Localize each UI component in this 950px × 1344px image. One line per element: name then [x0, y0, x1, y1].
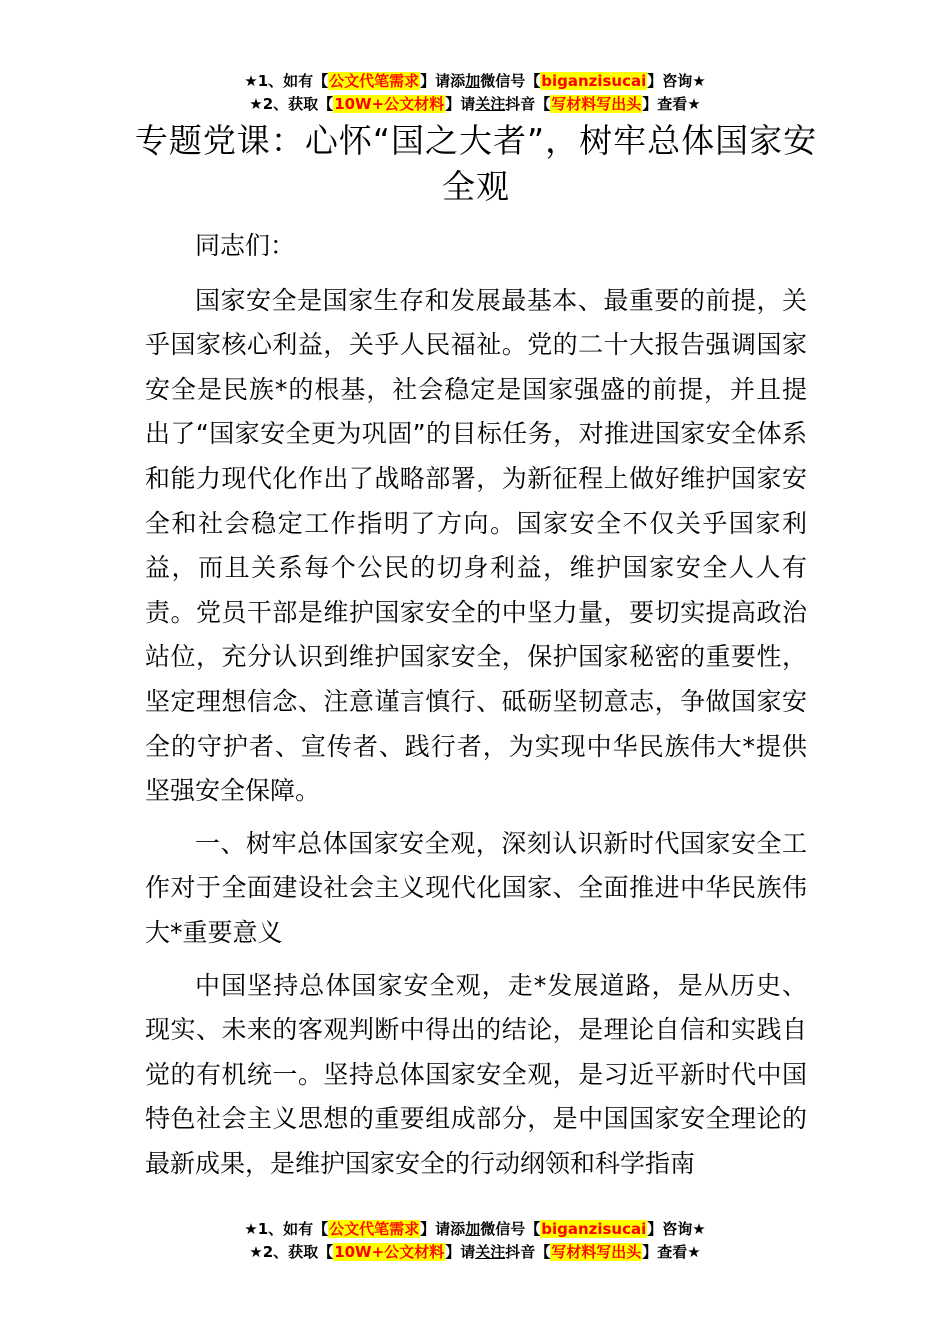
banner-line-1 [0, 1218, 950, 1241]
document-title: 专题党课：心怀“国之大者”，树牢总体国家安全观 [134, 121, 818, 206]
banner-text: ★1、如有【 [244, 72, 329, 90]
banner-highlight: 10W+公文材料 [334, 1243, 445, 1261]
banner-line-1 [0, 70, 950, 93]
banner-text: 】请 [445, 1243, 476, 1261]
banner-highlight: 写材料写出头 [551, 95, 642, 113]
banner-text: 】请添 [420, 72, 466, 90]
banner-text: 抖音【 [505, 95, 551, 113]
banner-text: 】查看★ [642, 95, 701, 113]
document-body [134, 118, 818, 1194]
banner-text: 】查看★ [642, 1243, 701, 1261]
banner-text: 】咨询★ [647, 1220, 706, 1238]
greeting: 同志们： [195, 231, 296, 260]
paragraph: 国家安全是国家生存和发展最基本、最重要的前提，关乎国家核心利益，关乎人民福祉。党的二十大报告强调国家安全是民族*的根基，社会稳定是国家强盛的前提，并且提出了“国家安全更为巩固”的目标任务，对推进国家安全体系和能力现代化作出了战略部署，为新征程上做好维护国家安全和社会稳定工作指明了方向。国家安全不仅关乎国家利益，而且关系每个公民的切身利益，维护国家安全人人有责。党员干部是维护国家安全的中坚力量，要切实提高政治站位，充分认识到维护国家安全，保护国家秘密的重要性，坚定理想信念、注意谨言慎行、砥砺坚韧意志，争做国家安全的守护者、宣传者、践行者，为实现中华民族伟大*提供坚强安全保障。 [145, 285, 807, 806]
banner-text: 】请 [445, 95, 476, 113]
banner-text: ★1、如有【 [244, 1220, 329, 1238]
banner-line-2 [0, 93, 950, 116]
banner-text: 】咨询★ [647, 72, 706, 90]
banner-text: ★2、获取【 [249, 1243, 334, 1261]
footer-banner [0, 1218, 950, 1264]
banner-text: 抖音【 [505, 1243, 551, 1261]
banner-underlined: 关注 [475, 1243, 506, 1261]
header-banner [0, 70, 950, 116]
banner-highlight: 写材料写出头 [551, 1243, 642, 1261]
banner-highlight: 10W+公文材料 [334, 95, 445, 113]
banner-highlight: biganzisucai [541, 1220, 647, 1238]
paragraph: 中国坚持总体国家安全观，走*发展道路，是从历史、现实、未来的客观判断中得出的结论，是理论自信和实践自觉的有机统一。坚持总体国家安全观，是习近平新时代中国特色社会主义思想的重要组成部分，是中国国家安全理论的最新成果，是维护国家安全的行动纲领和科学指南 [145, 970, 807, 1178]
banner-highlight: 公文代笔需求 [329, 1220, 420, 1238]
section-heading: 一、树牢总体国家安全观，深刻认识新时代国家安全工作对于全面建设社会主义现代化国家、全面推进中华民族伟大*重要意义 [145, 828, 807, 947]
banner-line-2 [0, 1241, 950, 1264]
banner-text: ★2、获取【 [249, 95, 334, 113]
banner-text: 微信号【 [480, 72, 541, 90]
banner-underlined: 加 [465, 1220, 481, 1238]
banner-underlined: 关注 [475, 95, 506, 113]
banner-highlight: biganzisucai [541, 72, 647, 90]
banner-highlight: 公文代笔需求 [329, 72, 420, 90]
banner-text: 微信号【 [480, 1220, 541, 1238]
banner-text: 】请添 [420, 1220, 466, 1238]
banner-underlined: 加 [465, 72, 481, 90]
